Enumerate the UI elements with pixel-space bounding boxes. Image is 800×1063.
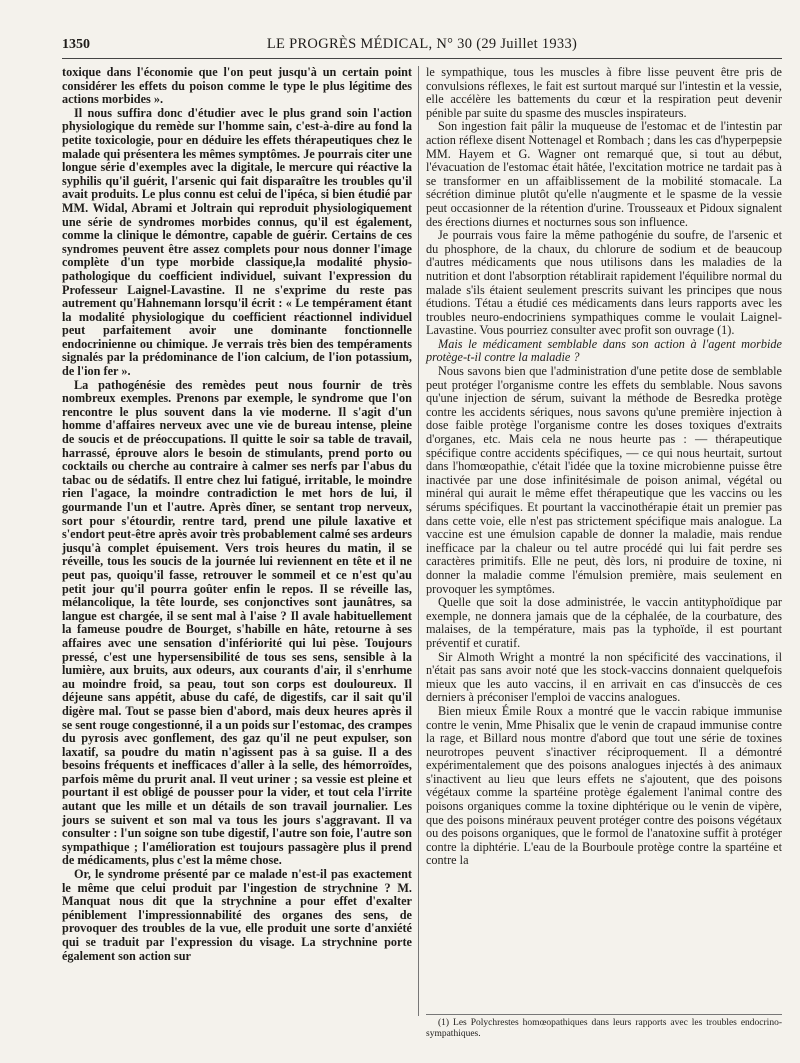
paragraph: Bien mieux Émile Roux a montré que le vaccin rabique immunise contre le venin, Mme Phisalix que le venin de crapaud immunise contre la rage, et Billard nous montre d'abord que tout une série de toxines neurotropes peuvent s'inactiver réciproquement. Il a démontré expérimentalement que des poisons analogues injectés à des animaux s'inactivent au lieu que leurs effets ne s'ajoutent, que des poisons végétaux comme la spartéine protège également l'animal contre des poisons organiques comme la toxine diphtérique ou le venin de vipère, que des poisons minéraux peuvent protéger contre des poisons végétaux ou des poisons organiques, que le formol de l'anatoxine suffit à protéger contre la diphtérie. L'eau de la Bourboule protège contre la spartéine et contre la [426,703,782,868]
right-column [426,66,782,868]
italic-question: Mais le médicament semblable dans son action à l'agent morbide protège-t-il contre la maladie ? [426,336,782,365]
paragraph: Son ingestion fait pâlir la muqueuse de l'estomac et de l'intestin par action réflexe disent Nottenagel et Rombach ; dans les cas d'hyperpepsie MM. Hayem et G. Wagner ont remarqué que, si tout au début, l'évacuation de l'estomac était hâtée, l'excitation motrice ne tardait pas à se transformer en un affaiblissement de la mobilité stomacale. La sécrétion diminue plutôt qu'elle n'augmente et le spasme de la vessie peut occasionner de la rétention d'urine. Trousseaux et Pidoux signalent des érections diurnes et nocturnes sous son influence. [426,119,782,229]
page-header [62,36,782,59]
paragraph: Or, le syndrome présenté par ce malade n'est-il pas exactement le même que celui produit par l'ingestion de strychnine ? M. Manquat nous dit que la strychnine a pour effet d'exalter péniblement l'impressionnabilité des organes des sens, de provoquer des troubles de la vue, elle produit une sorte d'anxiété qui se traduit par l'expression du visage. La strychnine porte également son action sur [62,867,412,963]
paragraph: Sir Almoth Wright a montré la non spécificité des vaccinations, il n'était pas sans avoir noté que les stock-vaccins donnaient quelquefois mieux que les auto vaccins, il en arrivait en cas d'insuccès de ces derniers à préconiser l'emploi de vaccins analogues. [426,649,782,705]
left-column [62,66,412,963]
footnote-divider [426,1014,782,1015]
paragraph: Quelle que soit la dose administrée, le vaccin antityphoïdique par exemple, ne donnera jamais que de la céphalée, de la courbature, des malaises, de la température, mais pas la typhoïde, il est pourtant préventif et curatif. [426,595,782,650]
footnote: (1) Les Polychrestes homœopathiques dans leurs rapports avec les troubles endocrino-sympathiques. [426,1018,782,1039]
paragraph: Il nous suffira donc d'étudier avec le plus grand soin l'action physiologique du remède sur l'homme sain, c'est-à-dire au fond la petite toxicologie, pour en déduire les effets thérapeutiques chez le malade qui présentera les mêmes symptômes. Je pourrais citer une longue série d'exemples avec la digitale, le mercure qui réactive la syphilis qu'il guérit, l'arsenic qui fait disparaître les troubles qu'il avait produits. Le plus connu est celui de l'ipéca, si bien étudié par MM. Widal, Abrami et Joltrain qui reproduit physiologiquement une série de syndromes morbides connus, qu'il est également, comme la clinique le démontre, capable de guérir. Certains de ces syndromes peuvent être assez complets pour nous donner l'image complète d'un type morbide classique,la modalité physio-pathologique du coefficient individuel, suivant l'expression du Professeur Laignel-Lavastine. Il ne s'exprime du reste pas autrement qu'Hahnemann lorsqu'il écrit : « Le tempérament étant la modalité physiologique du coefficient réactionnel individuel peut parfaitement avoir une dominante fonctionnelle endocrinienne ou chimique. Je verrais très bien des tempéraments signalés par la prédominance de l'ion calcium, de l'ion potassium, de l'ion fer ». [62,105,412,379]
paragraph: toxique dans l'économie que l'on peut jusqu'à un certain point considérer les effets du poison comme le type le plus légitime des actions morbides ». [62,65,412,107]
running-head: LE PROGRÈS MÉDICAL, N° 30 (29 Juillet 1933) [266,36,578,52]
paragraph: Nous savons bien que l'administration d'une petite dose de semblable peut protéger l'organisme contre les effets du semblable. Nous savons qu'une injection de sérum, suivant la méthode de Besredka protège contre les accidents sériques, nous savons qu'une première injection à dose faible protège l'organisme contre les doses toxiques d'extraits d'organes, etc. Mais cela ne nous heurte pas : — thérapeutique spécifique contre accidents spécifiques, — ce qui nous heurtait, surtout dans l'homœopathie, c'était l'idée que la toxine microbienne puisse être inactivée par une dose infinitésimale de poison animal, végétal ou minéral qui aurait le même effet thérapeutique que les vaccins ou les sérums spécifiques. Et pourtant la vaccinothérapie était un premier pas dans cette voie, elle n'est pas strictement spécifique mais analogue. La vaccine est une émulsion capable de donner la maladie, mais rendue inefficace par la chaleur ou tel autre procédé qui lui fait perdre ses caractères primitifs. Elle ne peut, dès lors, ni produire de toxine, ni donner la maladie comme l'émulsion première, mais seulement en provoquer les symptômes. [426,364,782,596]
paragraph: La pathogénésie des remèdes peut nous fournir de très nombreux exemples. Prenons par exemple, le syndrome que l'on rencontre le plus souvent dans la vie moderne. Il s'agit d'un homme d'affaires nerveux avec une vie de bureau intense, pleine de soucis et de préoccupations. Il quitte le soir sa table de travail, harrassé, éprouve alors le besoin de stimulants, prend porto ou cocktails ou cherche au contraire à calmer ses nerfs par l'abus du tabac ou de sédatifs. Il entre chez lui fatigué, irritable, le moindre rien l'agace, la moindre contradiction le met hors de lui, il gourmande l'un et l'autre. Après dîner, se sentant trop nerveux, sort pour s'étourdir, rentre tard, prend une pilule laxative et s'endort peut-être après avoir très probablement calmé ses ardeurs jusqu'à complet épuisement. Vers trois heures du matin, il se réveille, tous les soucis de la journée lui reviennent en tête et il ne peut pas, quoiqu'il fasse, retrouver le sommeil et ce n'est qu'au petit jour qu'il pourra goûter enfin le repos. Il se réveille las, mélancolique, la tête lourde, ses conjonctives sont jaunâtres, sa langue est chargée, il se sent mal à l'aise ? Il avale habituellement la fameuse poudre de Bourget, s'habille en hâte, retourne à ses affaires avec une sensation d'infériorité qui lui pèse. Toujours pressé, c'est une hypersensibilité de tous ses sens, sensible à la lumière, aux bruits, aux odeurs, aux courants d'air, il s'enrhume au moindre froid, sa peau, tout son corps est douloureux. Il déjeune sans appétit, abuse du café, de digestifs, car il sait qu'il digère mal. Tout se passe bien d'abord, mais deux heures après il se sent rouge congestionné, il a un poids sur l'estomac, des crampes du pyrosis avec gonflement, des gaz qu'il ne peut expulser, son laxatif, sa poudre du matin n'agissent pas à sa guise. Il a des besoins fréquents et inefficaces d'aller à la selle, des hémorroïdes, parfois même du prurit anal. Il veut uriner ; sa vessie est pleine et pourtant il est obligé de pousser pour la vider, et tout cela l'irrite autant que les mille et un détails de son travail journalier. Les jours se suivent et son mal va tous les jours s'aggravant. Il va consulter : l'un soigne son tube digestif, l'autre son foie, l'autre son sympathique ; l'amélioration est toujours passagère plus il prend de médicaments, plus c'est la même chose. [62,377,412,868]
paragraph: Je pourrais vous faire la même pathogénie du soufre, de l'arsenic et du phosphore, de la chaux, du chlorure de sodium et de beaucoup d'autres médicaments que nous utilisons dans les maladies de la nutrition et dont l'absorption rétablirait rapidement l'équilibre normal du malade s'ils étaient seulement prescrits suivant les principes que nous étudions. Tétau a étudié ces médicaments dans leurs rapports avec les troubles neuro-endocriniens sympathiques comme le voulait Laignel-Lavastine. Vous pourriez consulter avec profit son ouvrage (1). [426,228,782,338]
page-number: 1350 [62,37,90,52]
paragraph: le sympathique, tous les muscles à fibre lisse peuvent être pris de convulsions réflexes, le fait est surtout marqué sur l'intestin et la vessie, elle accélère les battements du cœur et la respiration peut devenir pénible par suite du spasme des muscles inspirateurs. [426,65,782,120]
column-divider [418,66,419,1016]
